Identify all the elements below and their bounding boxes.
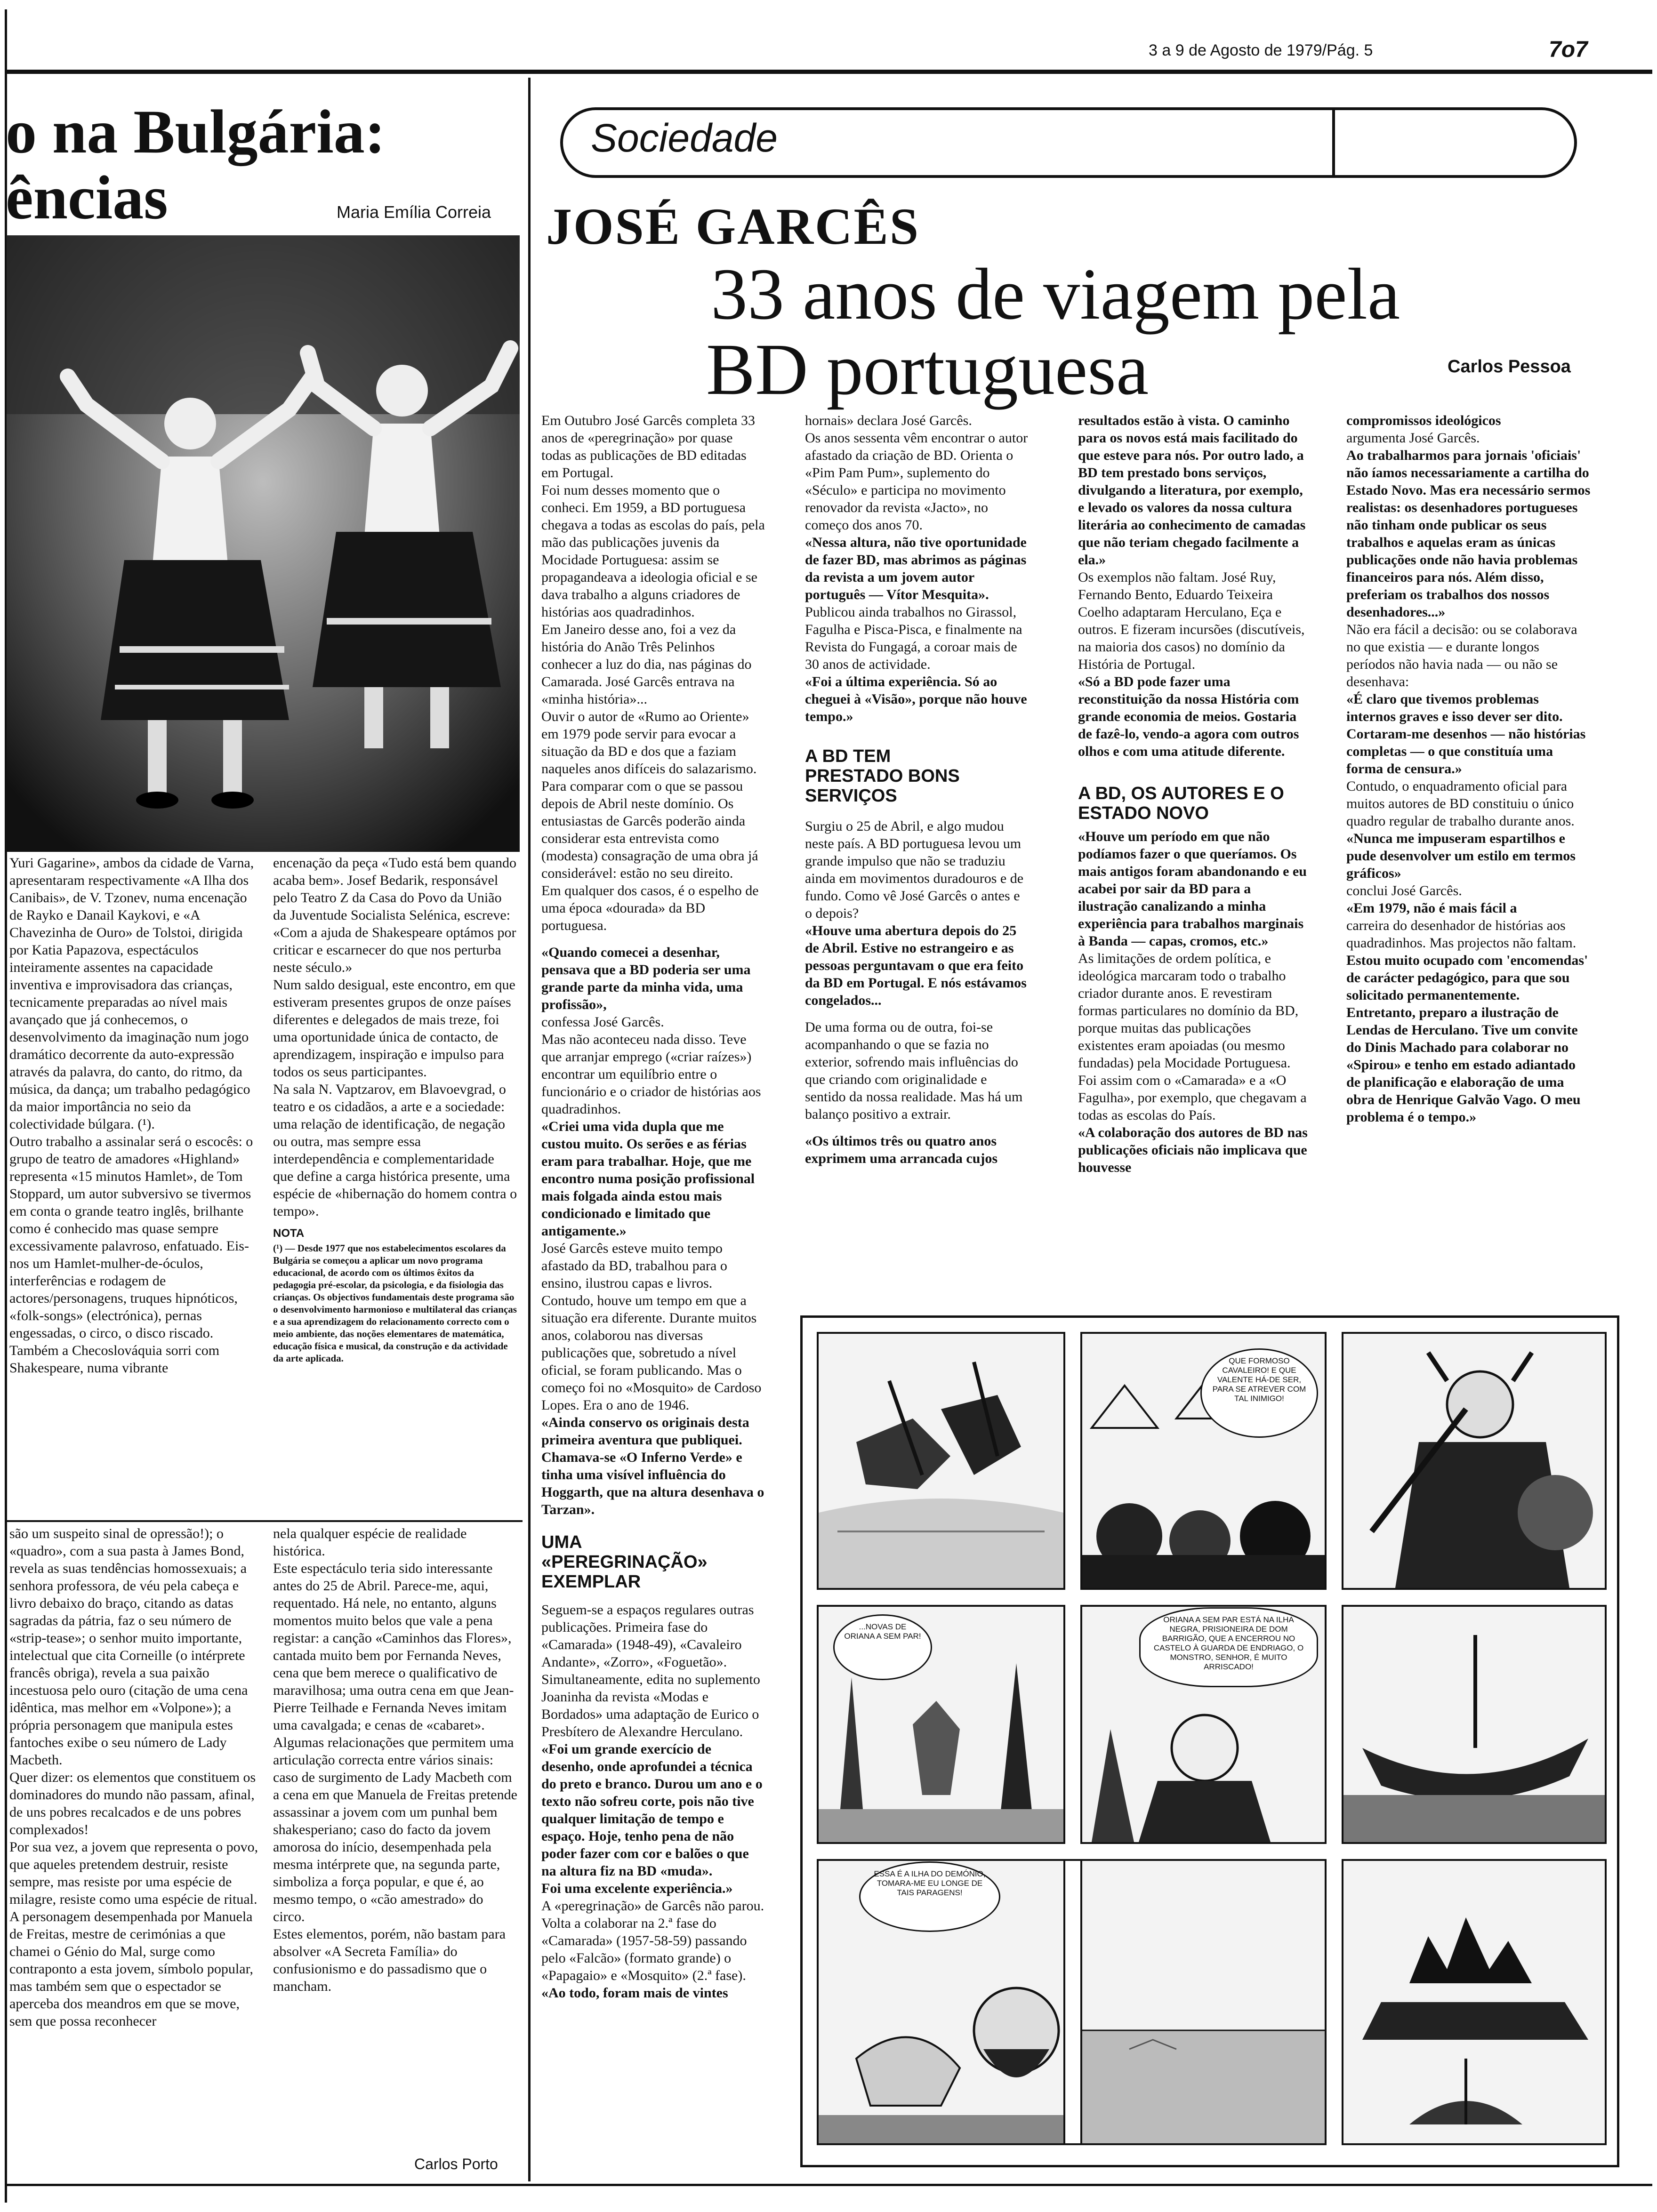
left-article-author: Maria Emília Correia [337,202,491,222]
left-article-title-line2: ências [6,163,168,232]
paragraph: «Ainda conservo os originais desta primeira aventura que publiquei. Chamava-se «O Inferno Verde» e tinha uma visível influência do Hoggarth, que na altura desenhava o Tarzan». [541,1415,764,1517]
paragraph: Ao trabalharmos para jornais 'oficiais' não íamos necessariamente a cartilha do Estado Novo. Mas era necessário sermos realistas: os desenhadores portugueses não tinham onde publicar os seus trabalhos e aquelas eram as únicas publicações onde não havia problemas financeiros para nós. Além disso, preferiam os trabalhos dos nossos desenhadores...» [1346,448,1591,620]
paragraph: Estes elementos, porém, não bastam para absolver «A Secreta Família» do confusionismo e do passadismo que o mancham. [273,1926,506,1994]
left-article-col2 [273,854,518,1364]
paragraph: De uma forma ou de outra, foi-se acompanhando o que se fazia no exterior, sofrendo mais influências do que criando com originalidade e sentido da nossa realidade. Mas há um balanço positivo a extrair. [805,1019,1023,1122]
paragraph: Por sua vez, a jovem que representa o povo, que aqueles pretendem destruir, resiste sempre, mas resiste por uma espécie de milagre, resiste como uma espécie de ritual. A personagem desempenhada por Manuela de Freitas, mestre de cerimónias a que chamei o Génio do Mal, surge como contraponto a esta jovem, símbolo popular, mas também sem que o espectador se aperceba dos meandros em que se move, sem que possa reconhecer [9,1839,258,2029]
paragraph: «Houve uma abertura depois do 25 de Abril. Estive no estrangeiro e as pessoas perguntavam o que era feito da BD em Portugal. E nós estávamos congelados... [805,923,1027,1008]
paragraph: carreira do desenhador de histórias aos quadradinhos. Mas projectos não faltam. [1346,918,1577,951]
paragraph: «A colaboração dos autores de BD nas publicações oficiais não implicava que houvesse [1078,1125,1308,1175]
paragraph: «Houve um período em que não podíamos fazer o que queríamos. Os mais antigos foram abandonando e eu acabei por sair da BD para a ilustração canalizando a minha experiência para trabalhos marginais à Banda — capas, cromos, etc.» [1078,829,1307,949]
paragraph: argumenta José Garcês. [1346,430,1480,446]
paragraph: são um suspeito sinal de opressão!); o «quadro», com a sua pasta à James Bond, revela as suas tendências homossexuais; a senhora professora, de véu pela cabeça e livro debaixo do braço, citando as datas sagradas da pátria, faz o seu número de «strip-tease»; o senhor muito importante, intelectual que cita Corneille (o intérprete francês obriga), revela a sua paixão incestuosa pelo ouro (citação de uma cena idêntica, mas melhor em «Volpone»); a própria personagem que manipula estes fantoches exibe o seu número de Lady Macbeth. [9,1526,248,1768]
headline-line1: 33 anos de viagem pela [711,253,1400,335]
headline-line2: BD portuguesa [706,329,1149,410]
paragraph: compromissos ideológicos [1346,413,1501,428]
paragraph: Quer dizer: os elementos que constituem os dominadores do mundo não passam, afinal, de uns pobres recalcados e de uns pobres complexados! [9,1770,256,1837]
main-col3 [1078,412,1309,1176]
paragraph: Contudo, o enquadramento oficial para muitos autores de BD constituiu o único quadro regular de trabalho durante anos. [1346,778,1575,829]
paragraph: Yuri Gagarine», ambos da cidade de Varna, apresentaram respectivamente «A Ilha dos Canibais», de V. Tzonev, numa encenação de Rayko e Danail Kaykovi, e «A Chavezinha de Ouro» de Tolstoi, dirigida por Katia Papazova, espectáculos inteiramente assentes na capacidade inventiva e improvisadora das crianças, tecnicamente preparadas ao nível mais avançado que já conhecemos, o desenvolvimento da imaginação num jogo dramático decorrente da auto-expressão através da palavra, do canto, do ritmo, da música, da dança; um trabalho pedagógico da maior importância no seio da colectividade búlgara. (¹). [9,855,254,1132]
lower-left-col2 [273,1525,518,1995]
dancers-photo-graphic [7,235,520,852]
paragraph: Os anos sessenta vêm encontrar o autor afastado da criação de BD. Orienta o «Pim Pam Pum», suplemento do «Século» e participa no movimento renovador da revista «Jacto», no começo dos anos 70. [805,430,1028,533]
paragraph: Em qualquer dos casos, é o espelho de uma época «dourada» da BD portuguesa. [541,883,759,933]
paragraph: encenação da peça «Tudo está bem quando acaba bem». Josef Bedarik, responsável pelo Teatro Z da Casa do Povo da União da Juventude Socialista Selénica, escreve: «Com a ajuda de Shakespeare optámos por criticar e escarnecer do que nos perturba neste século.» [273,855,517,975]
paragraph: As limitações de ordem política, e ideológica marcaram todo o trabalho criador durante anos. E revestiram formas particulares no domínio da BD, porque muitas das publicações existentes eram apoiadas (ou mesmo fundadas) pela Mocidade Portuguesa. Foi assim com o «Camarada» e a «O Fagulha», por exemplo, que chegavam a todas as escolas do País. [1078,951,1307,1123]
note-text: (¹) — Desde 1977 que nos estabelecimentos escolares da Bulgária se começou a aplicar um novo programa educacional, de acordo com os últimos êxitos da pedagogia pré-escolar, da psicologia, e da fisiologia das crianças. Os objectivos fundamentais deste programa são o desenvolvimento harmonioso e multilateral das crianças e a sua aprendizagem do relacionamento correcto com o meio ambiente, das noções elementares de matemática, educação física e musical, da construção e da actividade da arte aplicada. [273,1242,517,1364]
left-section-divider [5,1520,523,1522]
page-date: 3 a 9 de Agosto de 1979/Pág. 5 [1149,41,1373,59]
paragraph: «Foi a última experiência. Só ao cheguei à «Visão», porque não houve tempo.» [805,674,1027,724]
paragraph: hornais» declara José Garcês. [805,413,972,428]
kicker: JOSÉ GARCÊS [546,198,920,255]
paragraph: A «peregrinação» de Garcês não parou. Volta a colaborar na 2.ª fase do «Camarada» (1957-58-59) passando pelo «Falcão» (formato grande) o «Papagaio» e «Mosquito» (2.ª fase). [541,1898,764,1983]
main-article-author: Carlos Pessoa [1448,357,1571,377]
subheading-bons-servicos: A BD TEM PRESTADO BONS SERVIÇOS [805,746,960,806]
paragraph: Em Outubro José Garcês completa 33 anos de «peregrinação» por quase todas as publicações de BD editadas em Portugal. [541,413,756,481]
battle-scene-graphic [819,1334,1063,1588]
paragraph: conclui José Garcês. [1346,883,1462,898]
comic-panel-3 [1342,1332,1607,1590]
paragraph: resultados estão à vista. O caminho para os novos está mais facilitado do que esteve para nós. Por outro lado, a BD tem prestado bons serviços, divulgando a literatura, por exemplo, e levado os valores da nossa cultura literária ao conhecimento de camadas que não teriam chegado facilmente a ela.» [1078,413,1306,568]
paragraph: Também a Checoslováquia sorri com Shakespeare, numa vibrante [9,1343,220,1376]
paragraph: nela qualquer espécie de realidade histórica. [273,1526,467,1559]
ship-scene-graphic [1343,1607,1605,1842]
paragraph: Surgiu o 25 de Abril, e algo mudou neste país. A BD portuguesa levou um grande impulso que não se traduziu ainda em movimentos duradouros e de fundo. Como vê José Garcês o antes e o depois? [805,818,1024,921]
paragraph: Não era fácil a decisão: ou se colaborava no que existia — e durante longos períodos não havia nada — ou não se desenhava: [1346,622,1577,689]
paragraph: «É claro que tivemos problemas internos graves e isso dever ser dito. Cortaram-me desenhos — não histórias completas — o que constituía uma forma de censura.» [1346,691,1586,777]
section-label: Sociedade [591,116,778,160]
subheading-peregrinacao: UMA «PEREGRINAÇÃO» EXEMPLAR [541,1532,708,1592]
paragraph: «Nunca me impuseram espartilhos e pude desenvolver um estilo em termos gráficos» [1346,831,1576,881]
left-article-col1 [9,854,259,1377]
comic-panel-9 [1080,1859,1327,2145]
left-article-title-line1: o na Bulgária: [6,97,386,166]
paragraph: «Só a BD pode fazer uma reconstituição da nossa História com grande economia de meios. Gostaria de fazê-lo, vendo-a agora com outros olhos e com uma atitude diferente. [1078,674,1299,759]
paragraph: «Quando comecei a desenhar, pensava que a BD poderia ser uma grande parte da minha vida, uma profissão», [541,945,751,1012]
paragraph: Foi uma excelente experiência.» [541,1881,733,1896]
comic-bubble-3: ORIANA A SEM PAR ESTÁ NA ILHA NEGRA, PRISIONEIRA DE DOM BARRIGÃO, QUE A ENCERROU NO CASTELO À GUARDA DE ENDRIAGO, O MONSTRO, SENHOR, É MUITO ARRISCADO! [1139,1607,1318,1687]
comic-panel-1 [817,1332,1065,1590]
paragraph: Publicou ainda trabalhos no Girassol, Fagulha e Pisca-Pisca, e finalmente na Revista do Fungagá, a coroar mais de 30 anos de actividade. [805,604,1022,672]
paragraph: Outro trabalho a assinalar será o escocês: o grupo de teatro de amadores «Highland» representa «15 minutos Hamlet», de Tom Stoppard, um autor subversivo se tivermos em conta o grande teatro inglês, brilhante como é conhecido mas quase sempre excessivamente palavroso, enfatuado. Eis-nos um Hamlet-mulher-de-óculos, interferências e rodagem de actores/personagens, truques hipnóticos, «folk-songs» (electrónica), pernas engessadas, o circo, o disco riscado. [9,1134,253,1341]
comic-bubble-1: QUE FORMOSO CAVALEIRO! E QUE VALENTE HÁ-DE SER, PARA SE ATREVER COM TAL INIMIGO! [1200,1348,1318,1438]
vertical-divider [528,78,531,2181]
paragraph: «Criei uma vida dupla que me custou muito. Os serões e as férias eram para trabalhar. Hoje, que me encontro numa posição profissional mais folgada ainda estou mais condicionado e limitado que antigamente.» [541,1119,755,1239]
paragraph: José Garcês esteve muito tempo afastado da BD, trabalhou para o ensino, ilustrou capas e livros. Contudo, houve um tempo em que a situação era diferente. Durante muitos anos, colaborou nas diversas publicações que, sobretudo a nível oficial, se foram publicando. Mas o começo foi no «Mosquito» de Cardoso Lopes. Era o ano de 1946. [541,1241,762,1413]
comic-bubble-4: ESSA É A ILHA DO DEMÓNIO, TOMARA-ME EU LONGE DE TAIS PARAGENS! [859,1861,1000,1932]
main-col1 [541,412,765,2002]
main-col4 [1346,412,1591,1126]
paragraph: «Nessa altura, não tive oportunidade de fazer BD, mas abrimos as páginas da revista a um jovem autor português — Vítor Mesquita». [805,535,1027,602]
paragraph: confessa José Garcês. [541,1014,664,1030]
paragraph: «Os últimos três ou quatro anos exprimem uma arrancada cujos [805,1133,998,1166]
paragraph: «Ao todo, foram mais de vintes [541,1985,728,2001]
ocean-horizon-graphic [1082,1861,1325,2143]
paragraph: Este espectáculo teria sido interessante antes do 25 de Abril. Parece-me, aqui, requentado. Há nele, no entanto, alguns momentos muito belos que vale a pena registar: a canção «Caminhos das Flores», cantada muito bem por Fernanda Neves, cena que bem merece o qualificativo de maravilhosa; uma outra cena em que Jean-Pierre Teilhade e Fernanda Neves imitam uma cavalgada; e cenas de «cabaret». [273,1561,514,1733]
newspaper-logo: 7o7 [1549,37,1588,62]
footer-rule [5,2184,1652,2186]
paragraph: Os exemplos não faltam. José Ruy, Fernando Bento, Eduardo Teixeira Coelho adaptaram Herculano, Eça e outros. E fizeram incursões (discutíveis, na maioria dos casos) no domínio da História de Portugal. [1078,569,1305,672]
comic-panel-10 [1342,1859,1607,2145]
lower-left-col1 [9,1525,259,2030]
main-col2 [805,412,1029,1167]
castle-island-graphic [1343,1861,1605,2143]
paragraph: Foi num desses momento que o conheci. Em 1959, a BD portuguesa chegava a todas as escolas do país, pela mão das publicações juvenis da Mocidade Portuguesa: assim se propagandeava a ideologia oficial e se dava trabalho a alguns criadores de histórias aos quadradinhos. [541,482,765,620]
dancers-photo [7,235,520,852]
comic-panel-6 [1342,1605,1607,1844]
paragraph: Ouvir o autor de «Rumo ao Oriente» em 1979 pode servir para evocar a situação da BD e dos que a faziam naqueles anos difíceis do salazarismo. Para comparar com o que se passou depois de Abril neste domínio. Os entusiastas de Garcês poderão ainda considerar esta entrevista como (modesta) consagração de uma obra já considerável: estão no seu direito. [541,709,758,881]
paragraph: «Foi um grande exercício de desenho, onde aprofundei a técnica do preto e branco. Durou um ano e o texto não sofreu corte, pois não tive qualquer limitação de tempo e espaço. Hoje, tenho pena de não poder fazer com cor e balões o que na altura fiz na BD «muda». [541,1741,763,1879]
comic-bubble-2: ...NOVAS DE ORIANA A SEM PAR! [833,1614,932,1680]
paragraph: Mas não aconteceu nada disso. Teve que arranjar emprego («criar raízes») encontrar um equilíbrio entre o funcionário e o criador de histórias aos quadradinhos. [541,1032,761,1117]
header-rule [5,70,1652,74]
subheading-estado-novo: A BD, OS AUTORES E O ESTADO NOVO [1078,784,1284,823]
viking-warrior-graphic [1343,1334,1605,1588]
paragraph: Estou muito ocupado com 'encomendas' de carácter pedagógico, para que sou solicitado permanentemente. Entretanto, preparo a ilustração de Lendas de Herculano. Tive um convite do Dinis Machado para colaborar no «Spirou» e tenho em estado adiantado de planificação e elaboração de uma obra de Henrique Galvão Vago. O meu problema é o tempo.» [1346,953,1588,1125]
spacer [541,934,765,944]
paragraph: Na sala N. Vaptzarov, em Blavoevgrad, o teatro e os cidadãos, a arte e a sociedade: uma relação de identificação, de negação ou outra, mas sempre essa interdependência e complementaridade que define a carga histórica presente, uma espécie de «hibernação do homem contra o tempo». [273,1082,517,1219]
section-banner-divider [1332,107,1335,178]
paragraph: Algumas relacionações que permitem uma articulação correcta entre vários sinais: caso de surgimento de Lady Macbeth com a cena em que Manuela de Freitas pretende assassinar a jovem com um punhal bem shakesperiano; caso do facto da jovem amorosa do início, desempenhada pela mesma intérprete que, na segunda parte, simboliza a força popular, e que é, ao mesmo tempo, o «cão amestrado» do circo. [273,1735,517,1924]
paragraph: Seguem-se a espaços regulares outras publicações. Primeira fase do «Camarada» (1948-49), «Cavaleiro Andante», «Zorro», «Foguetão». Simultaneamente, edita no suplemento Joaninha da revista «Modas e Bordados» uma adaptação de Eurico o Presbítero de Alexandre Herculano. [541,1602,760,1739]
paragraph: Em Janeiro desse ano, foi a vez da história do Anão Três Pelinhos conhecer a luz do dia, nas páginas do Camarada. José Garcês entrava na «minha história»... [541,622,752,707]
paragraph: Num saldo desigual, este encontro, em que estiveram presentes grupos de onze países diferentes e delegados de mais treze, foi uma oportunidade única de contacto, de aprendizagem, inspiração e impulso para todos os seus participantes. [273,977,515,1080]
lower-left-author: Carlos Porto [414,2156,498,2172]
note-title: NOTA [273,1227,305,1240]
paragraph: «Em 1979, não é mais fácil a [1346,900,1517,916]
